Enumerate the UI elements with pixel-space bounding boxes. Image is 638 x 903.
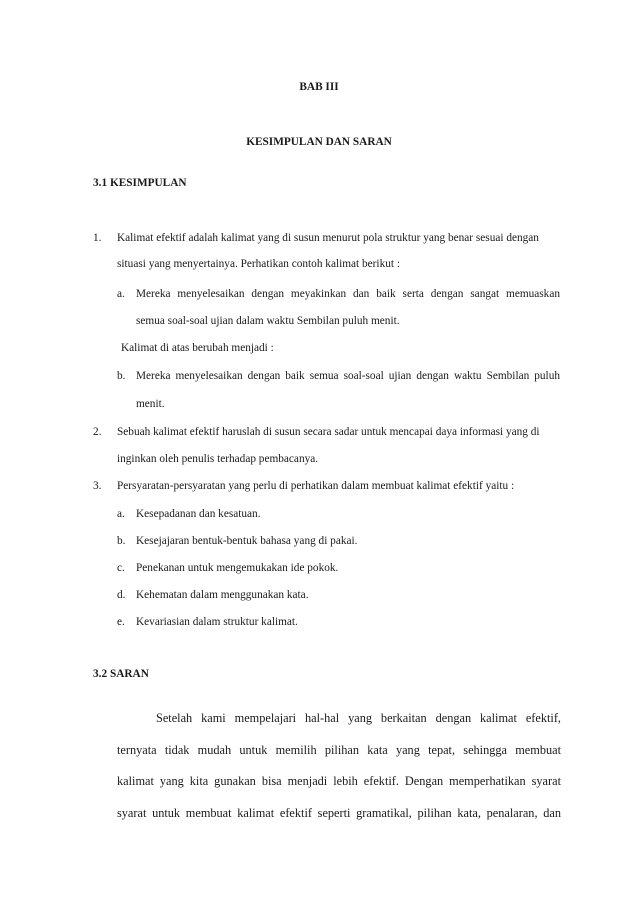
list-item-line: Kalimat efektif adalah kalimat yang di susun menurut pola struktur yang benar sesuai dengan (117, 232, 539, 244)
sub-item-letter: e. (117, 616, 125, 628)
sub-item-line: Mereka menyelesaikan dengan meyakinkan dan baik serta dengan sangat memuaskan (136, 288, 560, 300)
sub-item-letter: b. (117, 535, 126, 547)
paragraph-line: ternyata tidak mudah untuk memilih pilihan kata yang tepat, sehingga membuat (117, 743, 561, 757)
section-heading-kesimpulan: 3.1 KESIMPULAN (93, 177, 187, 189)
sub-item-letter: d. (117, 589, 126, 601)
sub-item-letter: a. (117, 508, 125, 520)
section-heading-saran: 3.2 SARAN (93, 668, 149, 680)
list-item-line: inginkan oleh penulis terhadap pembacanya. (117, 453, 319, 465)
sub-item-line: menit. (136, 398, 165, 410)
sub-item-text: Kevariasian dalam struktur kalimat. (136, 616, 298, 628)
chapter-title: KESIMPULAN DAN SARAN (246, 136, 392, 148)
sub-item-letter: b. (117, 370, 126, 382)
paragraph-line: Setelah kami mempelajari hal-hal yang berkaitan dengan kalimat efektif, (156, 711, 561, 725)
example-note: Kalimat di atas berubah menjadi : (121, 342, 274, 354)
paragraph-line: syarat untuk membuat kalimat efektif seperti gramatikal, pilihan kata, penalaran, dan (117, 806, 561, 820)
list-item-line: situasi yang menyertainya. Perhatikan contoh kalimat berikut : (117, 258, 400, 270)
sub-item-letter: a. (117, 288, 125, 300)
sub-item-text: Penekanan untuk mengemukakan ide pokok. (136, 562, 339, 574)
paragraph-line: kalimat yang kita gunakan bisa menjadi lebih efektif. Dengan memperhatikan syarat (117, 774, 561, 788)
sub-item-text: Kesejajaran bentuk-bentuk bahasa yang di pakai. (136, 535, 358, 547)
sub-item-letter: c. (117, 562, 125, 574)
list-item-number: 2. (93, 426, 102, 438)
list-item-number: 1. (93, 232, 102, 244)
list-item-line: Sebuah kalimat efektif haruslah di susun secara sadar untuk mencapai daya informasi yang di (117, 426, 540, 438)
list-item-line: Persyaratan-persyaratan yang perlu di perhatikan dalam membuat kalimat efektif yaitu : (117, 480, 515, 492)
list-item-number: 3. (93, 480, 102, 492)
sub-item-text: Kesepadanan dan kesatuan. (136, 508, 261, 520)
sub-item-line: Mereka menyelesaikan dengan baik semua soal-soal ujian dengan waktu Sembilan puluh (136, 370, 560, 382)
chapter-label: BAB III (299, 81, 339, 93)
sub-item-line: semua soal-soal ujian dalam waktu Sembilan puluh menit. (136, 315, 400, 327)
sub-item-text: Kehematan dalam menggunakan kata. (136, 589, 309, 601)
